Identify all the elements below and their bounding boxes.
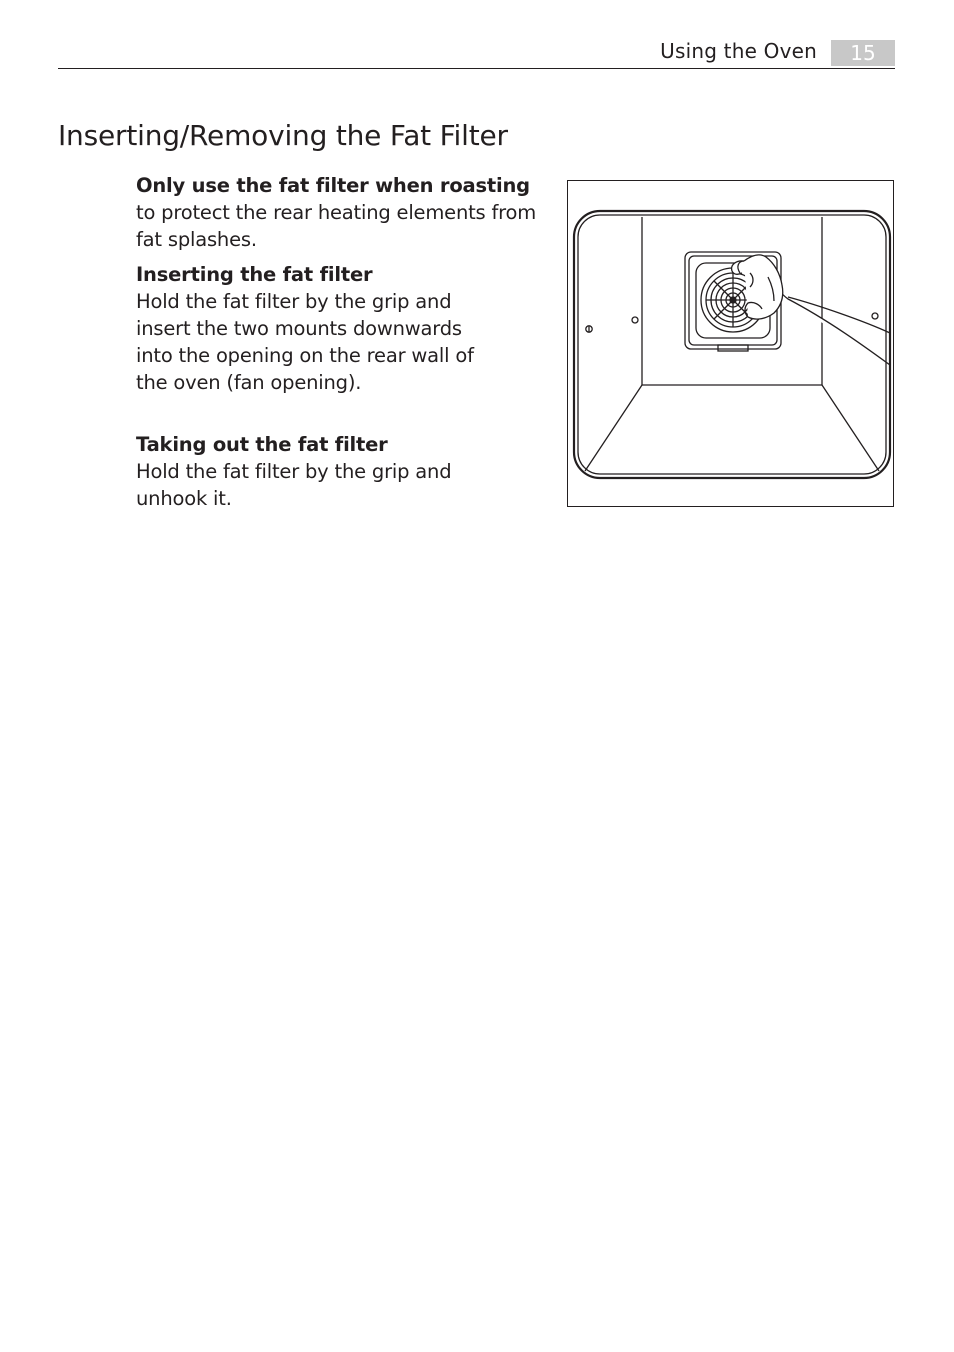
taking-out-heading: Taking out the fat filter	[136, 433, 388, 456]
intro-paragraph	[136, 172, 546, 253]
taking-out-text	[136, 458, 481, 512]
inserting-heading: Inserting the fat filter	[136, 263, 373, 286]
inserting-line: the oven (fan opening).	[136, 371, 362, 394]
oven-interior-icon	[568, 181, 893, 506]
inserting-text	[136, 288, 481, 396]
inserting-line: insert the two mounts downwards	[136, 317, 462, 340]
taking-out-line: Hold the fat filter by the grip and	[136, 460, 452, 483]
page-number: 15	[831, 40, 895, 66]
intro-rest: to protect the rear heating elements from fat splashes.	[136, 201, 537, 251]
body-text	[136, 172, 556, 512]
inserting-line: into the opening on the rear wall of	[136, 344, 474, 367]
oven-fat-filter-illustration	[567, 180, 894, 507]
taking-out-line: unhook it.	[136, 487, 232, 510]
running-header-section: Using the Oven	[660, 39, 817, 63]
intro-bold: Only use the fat filter when roasting	[136, 174, 530, 197]
header-rule	[58, 68, 895, 69]
inserting-line: Hold the fat filter by the grip and	[136, 290, 452, 313]
page-title: Inserting/Removing the Fat Filter	[58, 119, 508, 152]
